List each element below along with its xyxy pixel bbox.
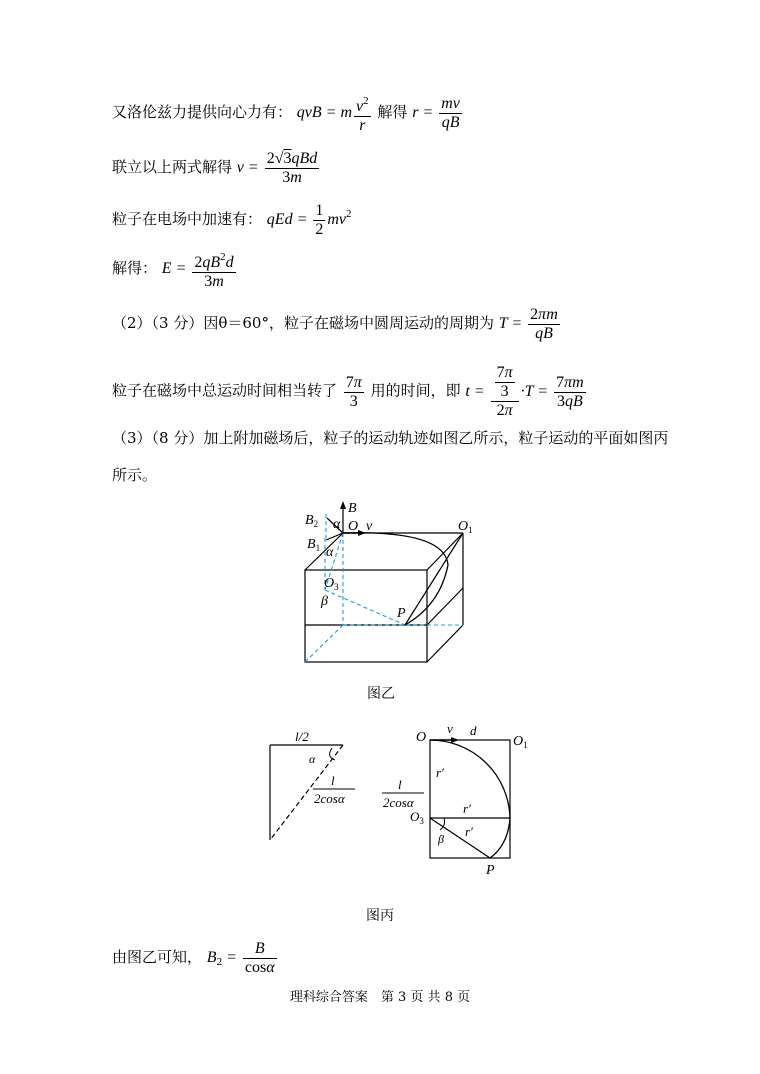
formula-period: T = $\frac{2\pi m}{qB}$ — [498, 306, 558, 342]
page-footer: 理科综合答案 第 3 页 共 8 页 — [289, 990, 471, 1005]
label-l-half: l/2 — [295, 729, 309, 744]
line-9-text: 由图乙可知， — [112, 948, 203, 967]
line-1-mid: 解得 — [377, 103, 408, 122]
right-beta-arc — [440, 818, 445, 830]
formula-field-e: E = $\frac{2qB^2d}{3m}$ — [162, 260, 238, 277]
text-line-8: 所示。 — [112, 466, 158, 484]
line-5-text: （2）（3 分）因θ＝60°，粒子在磁场中圆周运动的周期为 — [112, 314, 494, 333]
text-line-2 — [112, 150, 321, 187]
label-p: P — [397, 606, 406, 621]
left-angle-arc — [330, 748, 335, 760]
formula-radius: r = $\frac{mv}{qB}$ — [412, 95, 460, 131]
text-line-5 — [112, 306, 562, 343]
formula-time: t = $\frac{\frac{7\pi}{3}}{2\pi}$ ·T = $\frac{7\pi m}{3qB}$ — [465, 364, 584, 419]
formula-energy: qEd = $\frac{1}{2}$ $mv^2$ — [266, 202, 352, 238]
formula-b2: B2 = $\frac{B}{\cos\alpha}$ — [206, 940, 275, 976]
label-p-right: P — [486, 863, 495, 878]
line-2-text: 联立以上两式解得 — [112, 158, 233, 177]
label-b1: $B_1$ — [307, 537, 321, 553]
label-v-right: v — [447, 721, 453, 736]
text-line-3 — [112, 202, 352, 239]
label-b2: $B_2$ — [305, 513, 319, 529]
hidden-o3-p — [325, 590, 405, 625]
label-r-prime-1: r′ — [436, 765, 444, 780]
formula-velocity: v = $\frac{\text{2√3qBd}}{3m}$ — [236, 150, 318, 186]
caption-figure-yi: 图乙 — [367, 686, 395, 702]
line-o1-p — [405, 533, 463, 625]
label-o3: $O_3$ — [324, 576, 339, 592]
text-line-7: （3）（8 分）加上附加磁场后，粒子的运动轨迹如图乙所示，粒子运动的平面如图丙 — [112, 429, 669, 447]
box-right-mid — [427, 588, 463, 625]
text-line-1 — [112, 92, 464, 135]
label-o1: $O_1$ — [458, 519, 473, 535]
label-l-num-right: l — [398, 777, 402, 792]
label-beta: β — [321, 594, 328, 609]
line-1-text: 又洛伦兹力提供向心力有： — [112, 103, 293, 122]
vector-b1 — [326, 533, 343, 540]
label-beta-right: β — [438, 832, 444, 846]
label-2cos-left: 2cosα — [314, 791, 345, 806]
label-v: v — [366, 519, 373, 534]
hidden-edge-diag — [305, 625, 343, 662]
label-2cos-right: 2cosα — [383, 795, 414, 810]
label-alpha-top: α — [333, 517, 341, 532]
label-o: O — [348, 519, 359, 534]
label-r-prime-2: r′ — [463, 801, 471, 816]
formula-lorentz: qvB = m $\frac{v^2}{r}$ — [297, 104, 373, 121]
label-b: B — [348, 501, 357, 516]
box-right-bottom — [427, 625, 463, 662]
line-6-text: 粒子在磁场中总运动时间相当转了 — [112, 381, 338, 400]
figure-yi — [290, 495, 490, 675]
label-o3-right: $O_3$ — [410, 809, 424, 826]
label-alpha-left: α — [309, 752, 316, 766]
text-line-9 — [112, 940, 279, 977]
line-3-text: 粒子在电场中加速有： — [112, 210, 263, 229]
caption-figure-bing: 图丙 — [366, 908, 394, 924]
figure-bing — [262, 718, 552, 880]
text-line-4 — [112, 248, 238, 291]
label-l-num-left: l — [331, 773, 335, 788]
label-r-prime-3: r′ — [465, 824, 473, 839]
vector-v-arrow — [358, 530, 366, 536]
label-d: d — [470, 723, 477, 738]
text-line-6 — [112, 364, 588, 420]
vector-b-arrow — [340, 501, 346, 509]
label-o-right: O — [416, 730, 427, 745]
formula-angle: $\frac{7\pi}{3}$ — [345, 373, 362, 410]
line-6-mid: 用的时间，即 — [370, 381, 461, 400]
label-alpha-low: α — [326, 545, 334, 560]
right-v-arrowhead — [451, 737, 459, 743]
line-4-text: 解得： — [112, 259, 158, 278]
box-top-right — [427, 533, 463, 570]
trajectory-curve — [343, 533, 448, 625]
label-o1-right: $O_1$ — [513, 734, 528, 750]
